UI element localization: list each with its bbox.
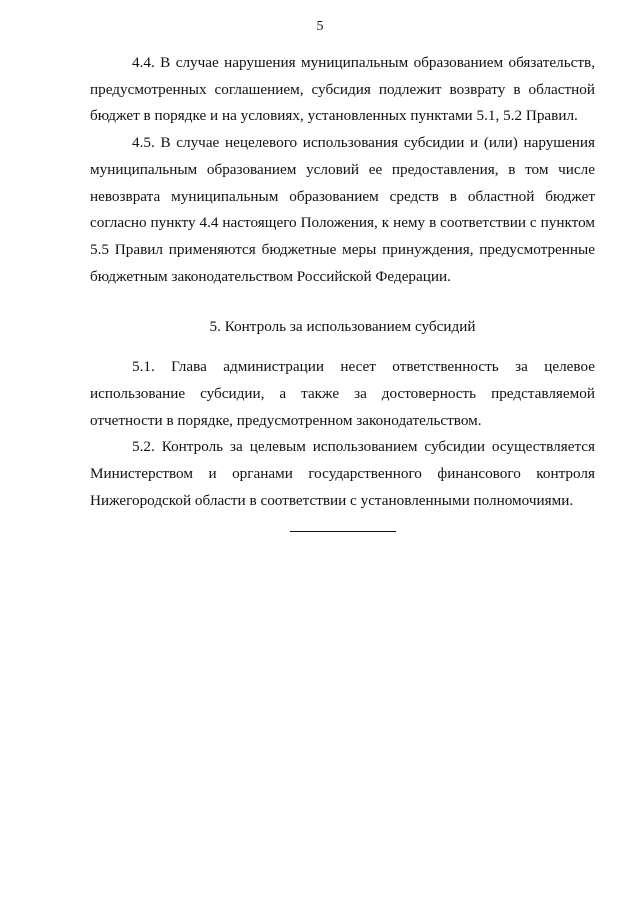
paragraph-4-5: 4.5. В случае нецелевого использования субсидии и (или) нарушения муниципальным образованием условий ее предоставления, в том числе невозврата муниципальным образованием средств в областной бюджет согласно пункту 4.4 настоящего Положения, к нему в соответствии с пунктом 5.5 Правил применяются бюджетные меры принуждения, предусмотренные бюджетным законодательством Российской Федерации. (90, 134, 595, 285)
paragraph-5-1: 5.1. Глава администрации несет ответственность за целевое использование субсидии, а также за достоверность представляемой отчетности в порядке, предусмотренном законодательством. (90, 358, 595, 429)
document-body (90, 50, 595, 532)
paragraph-5-2: 5.2. Контроль за целевым использованием субсидии осуществляется Министерством и органами государственного финансового контроля Нижегородской области в соответствии с установленными полномочиями. (90, 438, 595, 509)
end-divider (290, 531, 396, 532)
paragraph-4-4: 4.4. В случае нарушения муниципальным образованием обязательств, предусмотренных соглашением, субсидия подлежит возврату в областной бюджет в порядке и на условиях, установленных пунктами 5.1, 5.2 Правил. (90, 54, 595, 125)
section-heading: 5. Контроль за использованием субсидий (209, 318, 476, 336)
page-number: 5 (316, 19, 324, 34)
